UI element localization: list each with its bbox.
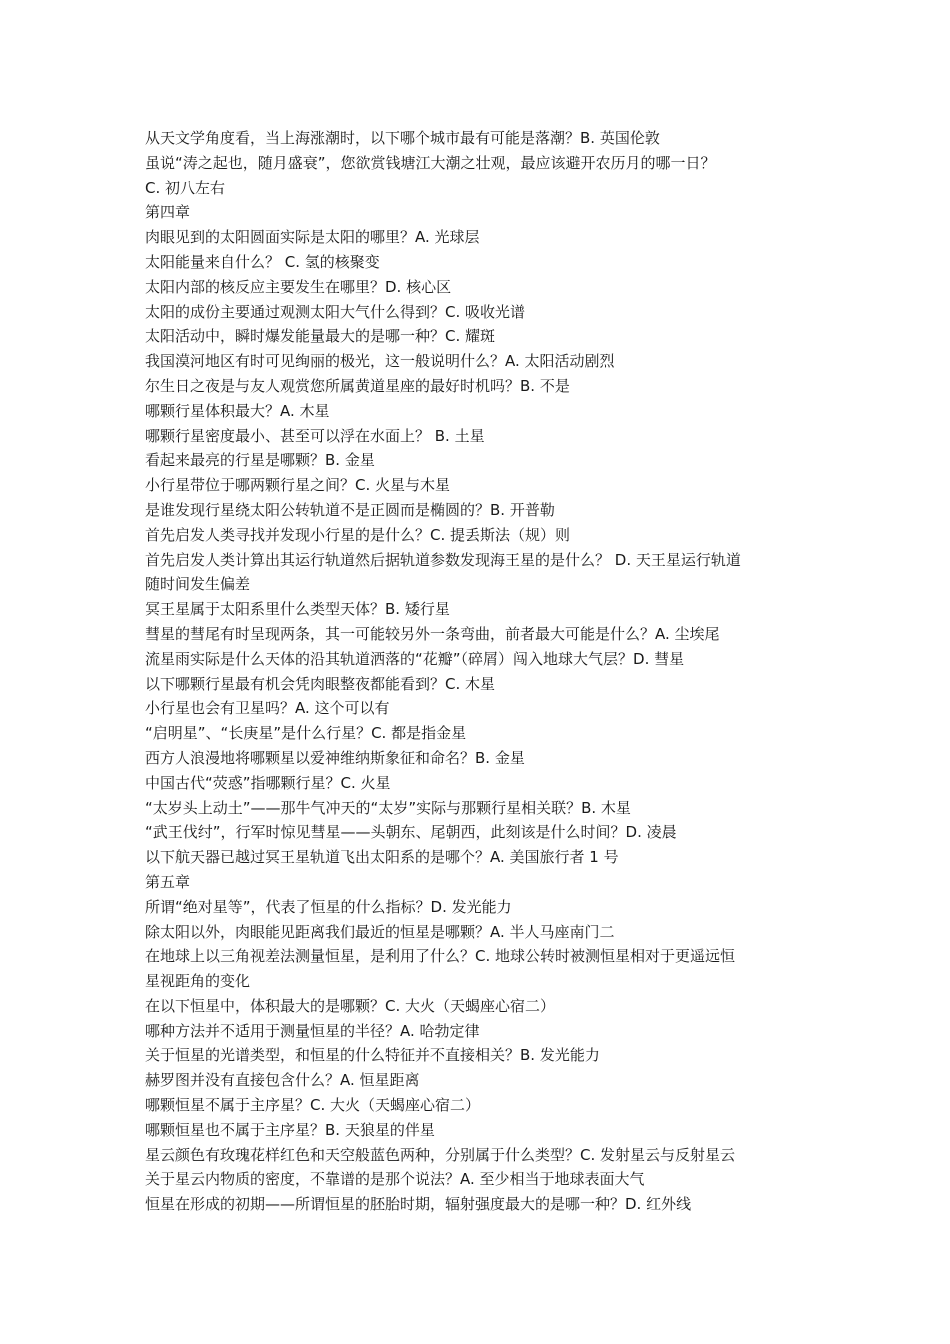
text-line: 恒星在形成的初期——所谓恒星的胚胎时期，辐射强度最大的是哪一种？D. 红外线: [145, 1195, 692, 1214]
text-line: 除太阳以外，肉眼能见距离我们最近的恒星是哪颗？A. 半人马座南门二: [145, 922, 615, 941]
text-line: 赫罗图并没有直接包含什么？A. 恒星距离: [145, 1071, 420, 1090]
text-line: 哪颗行星密度最小、甚至可以浮在水面上？ B. 土星: [145, 426, 485, 445]
text-line: 彗星的彗尾有时呈现两条，其一可能较另外一条弯曲，前者最大可能是什么？A. 尘埃尾: [145, 624, 720, 643]
text-line: 以下哪颗行星最有机会凭肉眼整夜都能看到？C. 木星: [145, 674, 496, 693]
text-line: 在地球上以三角视差法测量恒星，是利用了什么？C. 地球公转时被测恒星相对于更遥远恒: [145, 947, 736, 966]
text-line: 太阳能量来自什么？ C. 氢的核聚变: [145, 252, 380, 271]
text-line: 太阳活动中，瞬时爆发能量最大的是哪一种？C. 耀斑: [145, 327, 496, 346]
text-line: 首先启发人类寻找并发现小行星的是什么？C. 提丢斯法（规）则: [145, 525, 571, 544]
text-line: 以下航天器已越过冥王星轨道飞出太阳系的是哪个？A. 美国旅行者 1 号: [145, 848, 619, 867]
text-line: 首先启发人类计算出其运行轨道然后据轨道参数发现海王星的是什么？ D. 天王星运行轨道: [145, 550, 741, 569]
text-line: 是谁发现行星绕太阳公转轨道不是正圆而是椭圆的？B. 开普勒: [145, 500, 555, 519]
text-line: 看起来最亮的行星是哪颗？B. 金星: [145, 451, 375, 470]
text-line: C. 初八左右: [145, 178, 226, 197]
text-line: 关于恒星的光谱类型，和恒星的什么特征并不直接相关？B. 发光能力: [145, 1046, 600, 1065]
text-line: 小行星带位于哪两颗行星之间？C. 火星与木星: [145, 476, 451, 495]
text-line: 太阳的成份主要通过观测太阳大气什么得到？C. 吸收光谱: [145, 302, 526, 321]
text-line: 哪颗恒星也不属于主序星？B. 天狼星的伴星: [145, 1120, 435, 1139]
text-line: 第五章: [145, 872, 191, 891]
text-line: 尔生日之夜是与友人观赏您所属黄道星座的最好时机吗？B. 不是: [145, 376, 570, 395]
text-line: 中国古代“荧惑”指哪颗行星？C. 火星: [145, 773, 391, 792]
text-line: 星云颜色有玫瑰花样红色和天空般蓝色两种，分别属于什么类型？C. 发射星云与反射星云: [145, 1145, 736, 1164]
text-line: 流星雨实际是什么天体的沿其轨道洒落的“花瓣”（碎屑）闯入地球大气层？D. 彗星: [145, 649, 685, 668]
text-line: 哪种方法并不适用于测量恒星的半径？A. 哈勃定律: [145, 1021, 480, 1040]
text-line: 第四章: [145, 203, 191, 222]
text-line: 冥王星属于太阳系里什么类型天体？B. 矮行星: [145, 600, 450, 619]
text-line: 在以下恒星中，体积最大的是哪颗？C. 大火（天蝎座心宿二）: [145, 996, 556, 1015]
text-line: 虽说“涛之起也，随月盛衰”，您欲赏钱塘江大潮之壮观，最应该避开农历月的哪一日？: [145, 153, 716, 172]
text-line: “启明星”、“长庚星”是什么行星？C. 都是指金星: [145, 724, 467, 743]
text-line: 小行星也会有卫星吗？A. 这个可以有: [145, 699, 390, 718]
text-line: 星视距角的变化: [145, 972, 251, 991]
text-line: 哪颗恒星不属于主序星？C. 大火（天蝎座心宿二）: [145, 1096, 481, 1115]
text-line: “太岁头上动土”——那牛气冲天的“太岁”实际与那颗行星相关联？B. 木星: [145, 798, 631, 817]
text-line: 关于星云内物质的密度，不靠谱的是那个说法？A. 至少相当于地球表面大气: [145, 1170, 645, 1189]
text-line: 西方人浪漫地将哪颗星以爱神维纳斯象征和命名？B. 金星: [145, 748, 525, 767]
document-body: [145, 126, 810, 1217]
text-line: 太阳内部的核反应主要发生在哪里？D. 核心区: [145, 277, 452, 296]
text-line: 哪颗行星体积最大？A. 木星: [145, 401, 330, 420]
text-line: 随时间发生偏差: [145, 575, 251, 594]
text-line: 所谓“绝对星等”，代表了恒星的什么指标？D. 发光能力: [145, 897, 512, 916]
text-line: 从天文学角度看，当上海涨潮时，以下哪个城市最有可能是落潮？B. 英国伦敦: [145, 129, 660, 147]
text-line: 肉眼见到的太阳圆面实际是太阳的哪里？A. 光球层: [145, 228, 480, 247]
text-line: “武王伐纣”，行军时惊见彗星——头朝东、尾朝西，此刻该是什么时间？D. 凌晨: [145, 823, 677, 842]
text-line: 我国漠河地区有时可见绚丽的极光，这一般说明什么？A. 太阳活动剧烈: [145, 352, 615, 371]
